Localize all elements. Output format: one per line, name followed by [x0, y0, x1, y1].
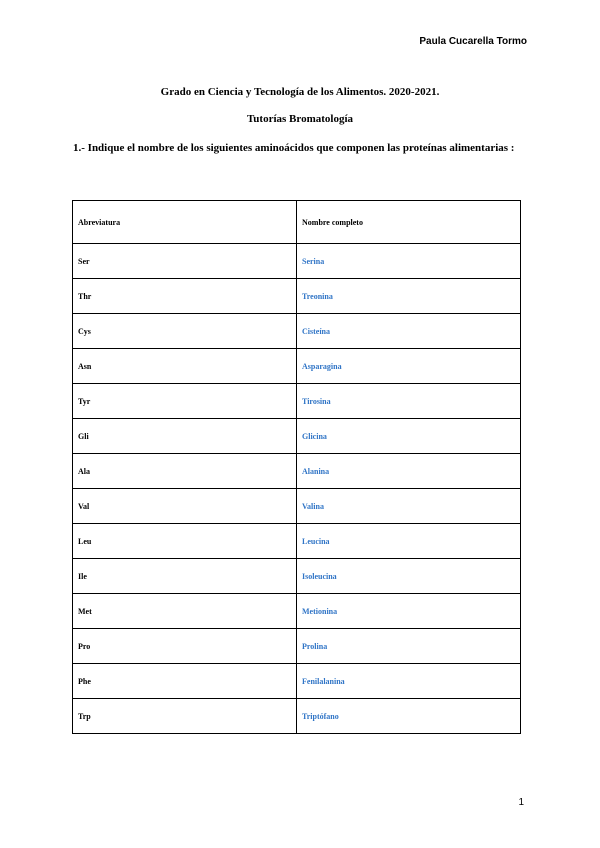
- table-row: [73, 489, 521, 524]
- abbreviation-cell: Tyr: [73, 384, 297, 419]
- full-name-cell: Fenilalanina: [297, 664, 521, 699]
- full-name-cell: Leucina: [297, 524, 521, 559]
- full-name-cell: Triptófano: [297, 699, 521, 734]
- table-header-row: [73, 201, 521, 244]
- abbreviation-cell: Thr: [73, 279, 297, 314]
- full-name-cell: Treonina: [297, 279, 521, 314]
- full-name-cell: Alanina: [297, 454, 521, 489]
- document-title: Grado en Ciencia y Tecnología de los Alimentos. 2020-2021.: [160, 86, 440, 98]
- abbreviation-cell: Gli: [73, 419, 297, 454]
- abbreviation-cell: Asn: [73, 349, 297, 384]
- table-row: [73, 594, 521, 629]
- table-row: [73, 524, 521, 559]
- author-name: Paula Cucarella Tormo: [419, 36, 527, 47]
- table-row: [73, 664, 521, 699]
- full-name-cell: Isoleucina: [297, 559, 521, 594]
- abbreviation-cell: Trp: [73, 699, 297, 734]
- abbreviation-cell: Leu: [73, 524, 297, 559]
- amino-acid-table: [72, 200, 521, 734]
- full-name-cell: Prolina: [297, 629, 521, 664]
- abbreviation-cell: Met: [73, 594, 297, 629]
- full-name-cell: Cisteína: [297, 314, 521, 349]
- full-name-cell: Serina: [297, 244, 521, 279]
- table-row: [73, 244, 521, 279]
- page-number: 1: [518, 797, 524, 808]
- full-name-cell: Tirosina: [297, 384, 521, 419]
- full-name-cell: Valina: [297, 489, 521, 524]
- table-row: [73, 314, 521, 349]
- table-row: [73, 349, 521, 384]
- abbreviation-cell: Cys: [73, 314, 297, 349]
- table-row: [73, 629, 521, 664]
- full-name-cell: Asparagina: [297, 349, 521, 384]
- table-row: [73, 699, 521, 734]
- full-name-cell: Metionina: [297, 594, 521, 629]
- table-row: [73, 454, 521, 489]
- full-name-cell: Glicina: [297, 419, 521, 454]
- abbreviation-cell: Pro: [73, 629, 297, 664]
- abbreviation-cell: Ser: [73, 244, 297, 279]
- table-row: [73, 279, 521, 314]
- header-abbreviation: Abreviatura: [73, 201, 297, 244]
- table-row: [73, 559, 521, 594]
- question-text: 1.- Indique el nombre de los siguientes aminoácidos que componen las proteínas alimentarias :: [73, 142, 515, 154]
- abbreviation-cell: Ile: [73, 559, 297, 594]
- abbreviation-cell: Ala: [73, 454, 297, 489]
- table-row: [73, 419, 521, 454]
- document-subtitle: Tutorías Bromatología: [246, 113, 354, 125]
- table-row: [73, 384, 521, 419]
- abbreviation-cell: Val: [73, 489, 297, 524]
- header-full-name: Nombre completo: [297, 201, 521, 244]
- abbreviation-cell: Phe: [73, 664, 297, 699]
